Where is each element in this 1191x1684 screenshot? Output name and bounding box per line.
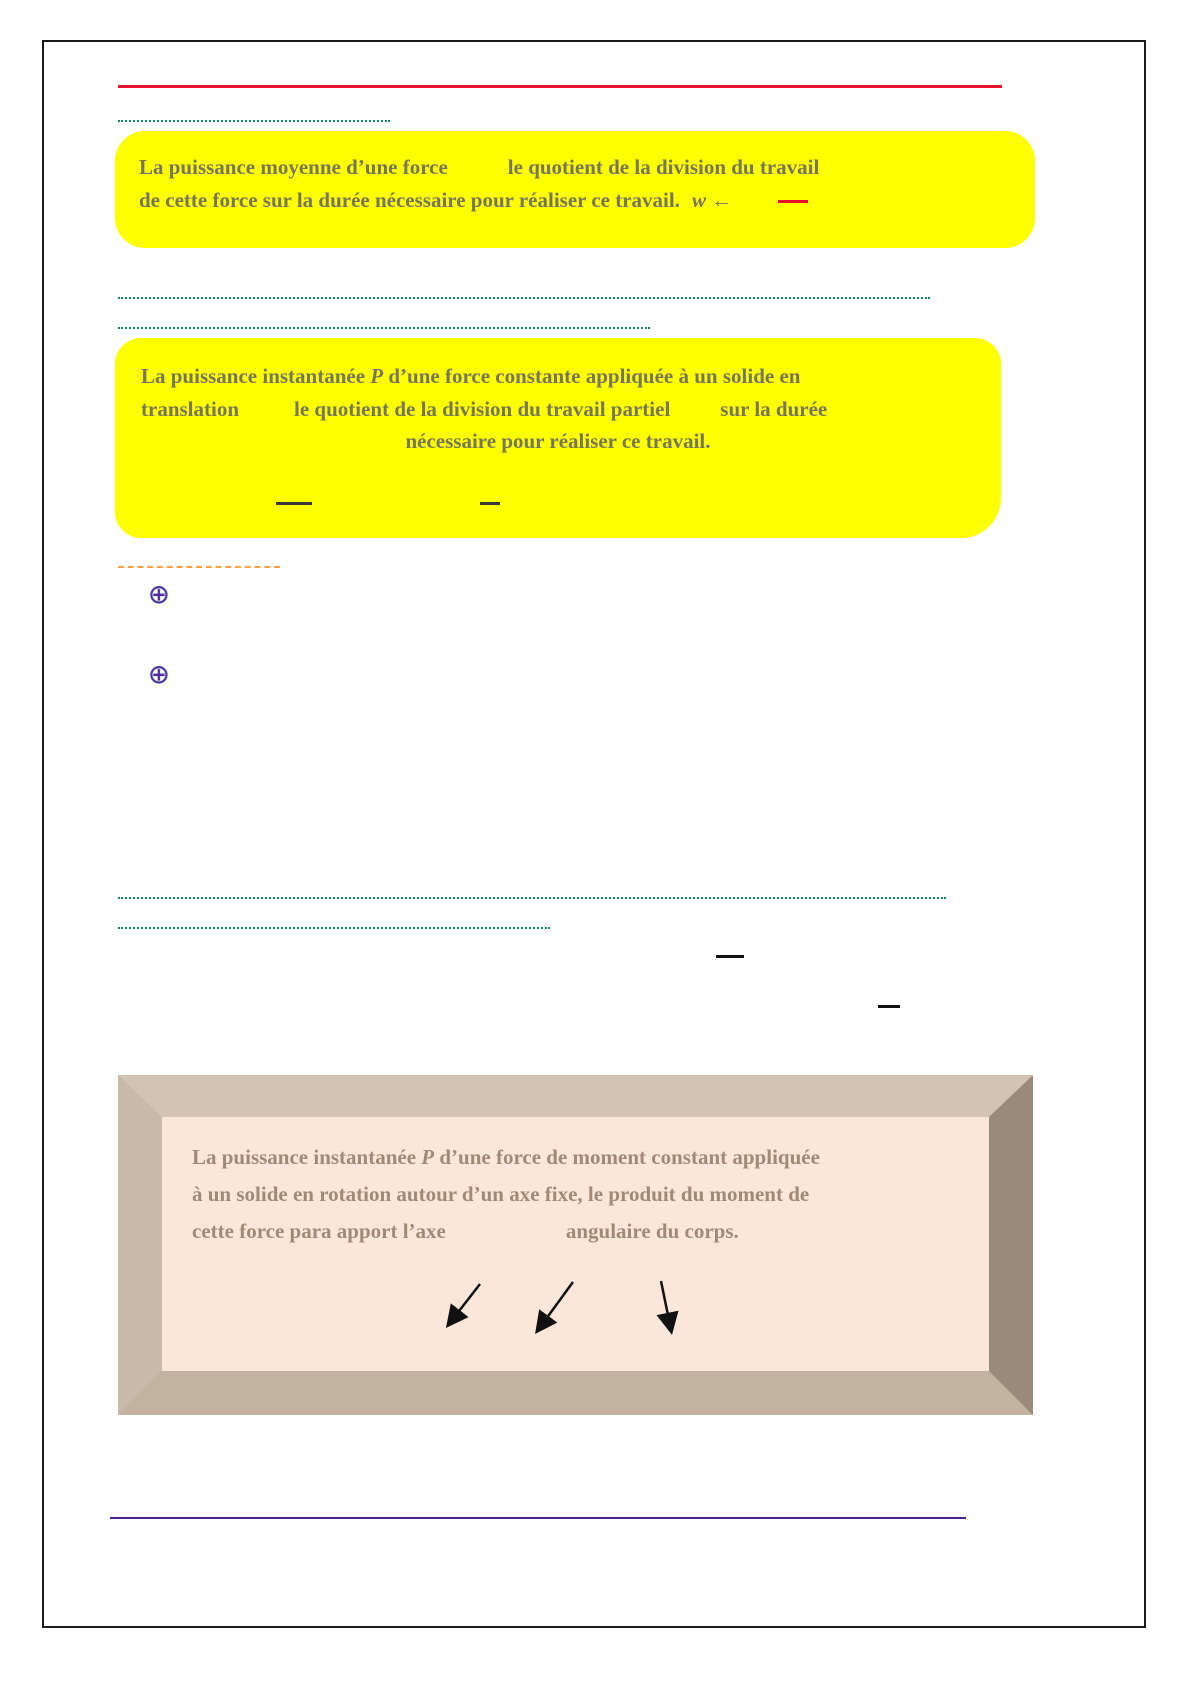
crosshair-bullet-icon: ⊕ [148, 660, 170, 690]
fraction-bar [878, 1005, 900, 1008]
dotted-line-long [118, 297, 930, 299]
blank-gap [448, 173, 508, 174]
definition-line-2 [141, 393, 975, 426]
annotation-arrows [435, 1278, 725, 1346]
blank-gap [680, 206, 692, 207]
definition-line-1 [141, 360, 975, 393]
definition-line-3 [192, 1213, 957, 1250]
crosshair-bullet-icon: ⊕ [148, 580, 170, 610]
dotted-line-short-top [118, 120, 390, 122]
blank-gap [239, 415, 294, 416]
blank-gap [670, 415, 720, 416]
text-segment: La puissance moyenne d’une force [139, 155, 448, 179]
red-horizontal-rule [118, 85, 1002, 88]
orange-dashed-line [118, 566, 280, 568]
arrow-icon [538, 1282, 573, 1330]
blank-gap [446, 1237, 566, 1238]
fraction-bar [716, 955, 744, 958]
fraction-bars-row [141, 486, 975, 519]
fraction-bar-red [778, 200, 808, 203]
purple-horizontal-rule [110, 1517, 966, 1519]
text-segment: le quotient de la division du travail partiel [294, 396, 671, 421]
framed-box-instant-rotation [118, 1075, 1033, 1415]
text-segment: La puissance instantanée [192, 1145, 417, 1169]
arrow-icon [449, 1284, 480, 1324]
definition-line-3 [141, 425, 975, 458]
text-segment: nécessaire pour réaliser ce travail. [405, 429, 711, 454]
definition-line-2 [139, 184, 1011, 217]
text-segment: sur la durée [720, 396, 828, 421]
text-segment: d’une force constante appliquée à un solide en [388, 364, 801, 388]
script-p-symbol: P [370, 364, 384, 388]
text-segment: La puissance instantanée [141, 364, 366, 388]
definition-box-mean-power [115, 131, 1035, 248]
fraction-bar [480, 502, 500, 505]
text-segment: d’une force de moment constant appliquée [439, 1145, 820, 1169]
text-segment: angulaire du corps. [565, 1218, 739, 1243]
script-p-symbol: P [421, 1145, 435, 1169]
dotted-line-medium-lower [118, 927, 550, 929]
dotted-line-long-lower [118, 897, 946, 899]
text-segment: à un solide en rotation autour d’un axe fixe, le produit du moment de [192, 1181, 810, 1206]
definition-line-1 [139, 151, 1011, 184]
text-segment: de cette force sur la durée nécessaire pour réaliser ce travail. [139, 187, 680, 212]
definition-line-2 [192, 1176, 957, 1213]
definition-box-instant-translation [115, 338, 1001, 538]
text-segment: cette force para apport l’axe [192, 1218, 446, 1243]
definition-line-1 [192, 1139, 957, 1176]
arrow-icon [661, 1281, 671, 1330]
dotted-line-medium [118, 327, 650, 329]
math-symbol-w: w ← [691, 187, 733, 212]
text-segment: le quotient de la division du travail [507, 155, 820, 179]
fraction-bar [276, 502, 312, 505]
text-segment: translation [141, 396, 240, 421]
